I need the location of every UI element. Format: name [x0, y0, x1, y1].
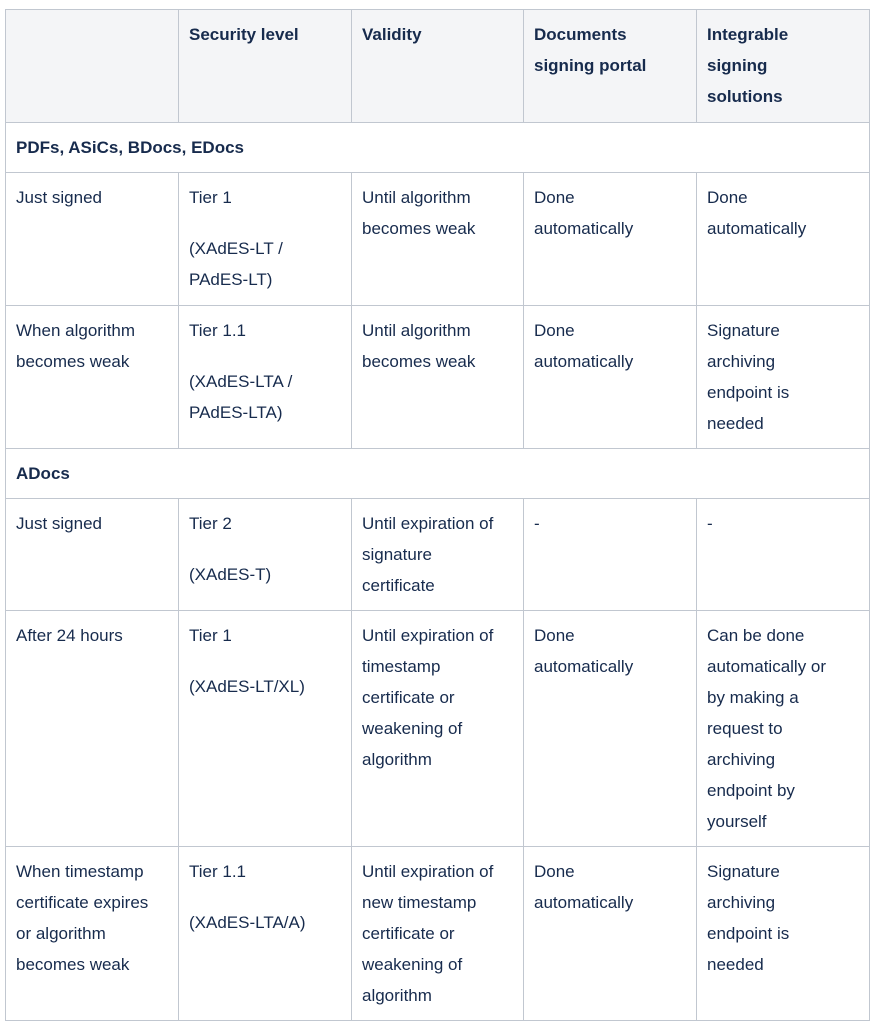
- validity-cell: Until expiration of timestamp certificate or weakening of algorithm: [352, 611, 524, 847]
- security-level-cell: [179, 499, 352, 611]
- integrable-cell: Done automatically: [697, 173, 870, 306]
- validity-cell: Until expiration of signature certificate: [352, 499, 524, 611]
- section-title: ADocs: [6, 449, 870, 499]
- tier-format: (XAdES-LTA/A): [189, 913, 306, 932]
- header-integrable-signing-solutions: Integrable signing solutions: [697, 10, 870, 123]
- tier-label: Tier 1: [189, 626, 232, 645]
- integrable-cell: Signature archiving endpoint is needed: [697, 847, 870, 1021]
- table-row: [6, 306, 870, 449]
- header-security-level: Security level: [179, 10, 352, 123]
- stage-cell: Just signed: [6, 499, 179, 611]
- table-row: [6, 499, 870, 611]
- section-row-adocs: [6, 449, 870, 499]
- validity-cell: Until algorithm becomes weak: [352, 173, 524, 306]
- table-row: [6, 611, 870, 847]
- validity-cell: Until algorithm becomes weak: [352, 306, 524, 449]
- stage-cell: When algorithm becomes weak: [6, 306, 179, 449]
- stage-cell: When timestamp certificate expires or algorithm becomes weak: [6, 847, 179, 1021]
- header-corner: [6, 10, 179, 123]
- security-level-cell: [179, 173, 352, 306]
- table-header-row: [6, 10, 870, 123]
- portal-cell: Done automatically: [524, 611, 697, 847]
- section-title: PDFs, ASiCs, BDocs, EDocs: [6, 123, 870, 173]
- portal-cell: Done automatically: [524, 306, 697, 449]
- stage-cell: After 24 hours: [6, 611, 179, 847]
- portal-cell: Done automatically: [524, 173, 697, 306]
- section-row-pdfs: [6, 123, 870, 173]
- tier-format: (XAdES-T): [189, 565, 272, 584]
- tier-label: Tier 1.1: [189, 321, 247, 340]
- signature-tiers-table: [5, 9, 870, 1021]
- tier-label: Tier 2: [189, 514, 232, 533]
- security-level-cell: [179, 306, 352, 449]
- header-validity: Validity: [352, 10, 524, 123]
- integrable-cell: Signature archiving endpoint is needed: [697, 306, 870, 449]
- table-row: [6, 173, 870, 306]
- stage-cell: Just signed: [6, 173, 179, 306]
- validity-cell: Until expiration of new timestamp certificate or weakening of algorithm: [352, 847, 524, 1021]
- tier-format: (XAdES-LT/XL): [189, 677, 305, 696]
- table-row: [6, 847, 870, 1021]
- portal-cell: Done automatically: [524, 847, 697, 1021]
- security-level-cell: [179, 847, 352, 1021]
- integrable-cell: -: [697, 499, 870, 611]
- security-level-cell: [179, 611, 352, 847]
- integrable-cell: Can be done automatically or by making a request to archiving endpoint by yourself: [697, 611, 870, 847]
- tier-format: (XAdES-LTA / PAdES-LTA): [189, 372, 293, 422]
- portal-cell: -: [524, 499, 697, 611]
- tier-format: (XAdES-LT / PAdES-LT): [189, 239, 283, 289]
- header-documents-signing-portal: Documents signing portal: [524, 10, 697, 123]
- tier-label: Tier 1.1: [189, 862, 247, 881]
- tier-label: Tier 1: [189, 188, 232, 207]
- signature-tiers-table-container: [5, 9, 870, 1021]
